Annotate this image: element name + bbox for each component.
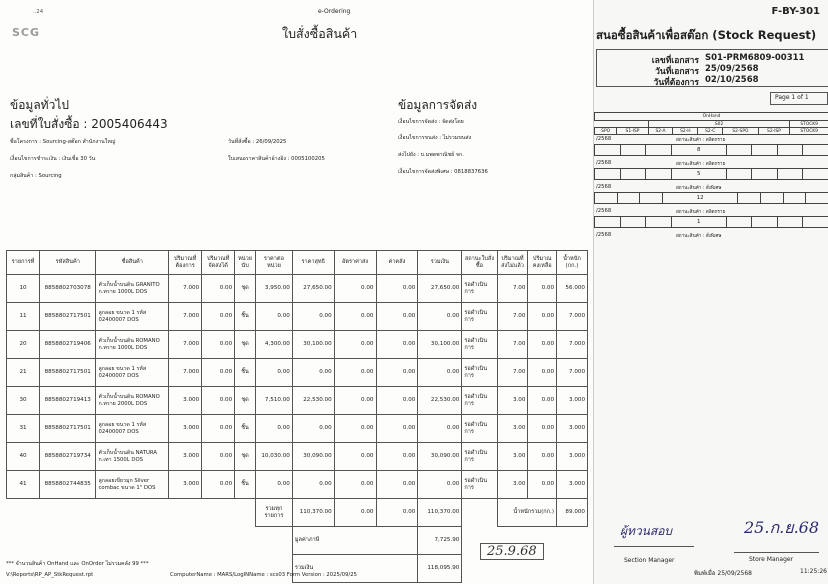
block-cell (761, 193, 784, 204)
cell-unit: ชิ้น (235, 359, 256, 387)
cell-weight: 3.000 (557, 471, 588, 499)
block-status: สถานะสินค้า : สั่งพิเศษ (676, 186, 722, 191)
table-row (7, 331, 588, 359)
cell-status: รอดำเนินการ (462, 331, 497, 359)
form-code: F-BY-301 (771, 6, 820, 17)
cell-remain: 0.00 (528, 471, 557, 499)
cell-shipped: 3.00 (497, 415, 528, 443)
cell-net: 30,100.00 (292, 331, 334, 359)
block-cell (646, 145, 672, 156)
cell-status: รอดำเนินการ (462, 303, 497, 331)
cell-shipped: 7.00 (497, 359, 528, 387)
vat-value: 7,725.90 (418, 527, 462, 555)
cell-status: รอดำเนินการ (462, 415, 497, 443)
col-qty-shipped: ปริมาณที่ส่งไม่แล้ว (497, 251, 528, 275)
cell-status: รอดำเนินการ (462, 359, 497, 387)
block-cell (595, 217, 621, 228)
block-status: สถานะสินค้า : ตลิดกราย (676, 162, 726, 167)
cell-unit-price: 10,030.00 (256, 443, 293, 471)
cell-remain: 0.00 (528, 303, 557, 331)
cell-net: 30,090.00 (292, 443, 334, 471)
cell-line: 21 (7, 359, 40, 387)
onhand-label: OnHand (595, 113, 828, 121)
doc-no-label: เลขที่เอกสาร (651, 56, 699, 66)
section-signature: ผู้ทวนสอบ (620, 524, 673, 538)
block-cell (803, 169, 828, 180)
block-qty: 1 (671, 217, 726, 228)
block-date: /2568 (596, 160, 612, 166)
onhand-columns (595, 128, 828, 135)
delivery-condition: เงื่อนไขการจัดส่ง : จัดส่งโดย (398, 119, 464, 125)
ship-to: ส่งไปยัง : บ.มพดพาณิชย์ จก. (398, 152, 464, 158)
cell-line: 11 (7, 303, 40, 331)
app-title: e-Ordering (318, 8, 351, 15)
cell-status: รอดำเนินการ (462, 387, 497, 415)
cell-remain: 0.00 (528, 331, 557, 359)
cell-line: 10 (7, 275, 40, 303)
block-date: /2568 (596, 136, 612, 142)
cell-shipped: 3.00 (497, 387, 528, 415)
stock-label: STOCK9 (790, 121, 828, 128)
cell-unit: ชุด (235, 275, 256, 303)
col-store-fee: ค่าคลัง (376, 251, 418, 275)
project-name: ชื่อโครงการ : Sourcing-สต๊อก สำนักงานใหญ่ (10, 139, 116, 145)
cell-qty-del: 0.00 (202, 275, 235, 303)
block-grid (594, 168, 828, 180)
cell-name: ลูกลอยเขียวมุก Silver combac ขนาด 1" DOS (96, 471, 169, 499)
cell-qty-del: 0.00 (202, 443, 235, 471)
cell-ship: 0.00 (334, 303, 376, 331)
cell-line: 30 (7, 387, 40, 415)
cell-unit: ชิ้น (235, 471, 256, 499)
cell-shipped: 7.00 (497, 303, 528, 331)
order-items-table (6, 250, 588, 583)
block-cell (752, 145, 778, 156)
col-line-no: รายการที่ (7, 251, 40, 275)
col-qty-delivered: ปริมาณที่จัดส่งได้ (202, 251, 235, 275)
block-cell (803, 217, 828, 228)
store-signature-date: 25.ก.ย.68 (744, 518, 820, 537)
need-date-label: วันที่ต้องการ (653, 78, 699, 88)
cell-store: 0.00 (376, 443, 418, 471)
block-cell (783, 193, 806, 204)
block-cell (777, 217, 803, 228)
cell-net: 0.00 (292, 415, 334, 443)
cell-store: 0.00 (376, 303, 418, 331)
onhand-col: SPO (595, 128, 617, 135)
block-date: /2568 (596, 232, 612, 238)
onhand-col: S2-SPO (723, 128, 759, 135)
block-cell (620, 169, 646, 180)
cell-qty-req: 3.000 (169, 415, 202, 443)
cell-status: รอดำเนินการ (462, 275, 497, 303)
sum-net: 110,370.00 (292, 499, 334, 527)
cell-weight: 3.000 (557, 443, 588, 471)
store-manager-label: Store Manager (749, 556, 794, 563)
payment-terms: เงื่อนไขการชำระเงิน : เงินเชื่อ 30 วัน (10, 156, 96, 162)
onhand-header (594, 112, 828, 135)
cell-weight: 7.000 (557, 359, 588, 387)
cell-total: 0.00 (418, 303, 462, 331)
cell-qty-req: 7.000 (169, 303, 202, 331)
cell-remain: 0.00 (528, 387, 557, 415)
block-cell (646, 217, 672, 228)
block-cell (726, 217, 752, 228)
cell-ship: 0.00 (334, 443, 376, 471)
cell-weight: 56.000 (557, 275, 588, 303)
cell-unit-price: 0.00 (256, 471, 293, 499)
cell-unit-price: 0.00 (256, 303, 293, 331)
col-product-code: รหัสสินค้า (40, 251, 96, 275)
block-date: /2568 (596, 184, 612, 190)
cell-remain: 0.00 (528, 443, 557, 471)
table-header-row (7, 251, 588, 275)
cell-store: 0.00 (376, 387, 418, 415)
cell-total: 0.00 (418, 415, 462, 443)
cell-code: 8858802703078 (40, 275, 96, 303)
cell-code: 8858802717501 (40, 359, 96, 387)
handwritten-date: 25.9.68 (480, 543, 544, 560)
cell-name: ลูกลอย ขนาด 1 รหัส 02400007 DOS (96, 303, 169, 331)
col-status: สถานะใบสั่งซื้อ (462, 251, 497, 275)
doc-no: S01-PRM6809-00311 (705, 53, 805, 63)
cell-unit: ชุด (235, 443, 256, 471)
weight-total: 89.000 (557, 499, 588, 527)
col-qty-required: ปริมาณที่ต้องการ (169, 251, 202, 275)
cell-net: 0.00 (292, 471, 334, 499)
onhand-col: S2-A (648, 128, 672, 135)
print-time: 11:25:26 (800, 568, 827, 575)
cell-shipped: 3.00 (497, 471, 528, 499)
cell-weight: 3.000 (557, 415, 588, 443)
cell-name: ลูกลอย ขนาด 1 รหัส 02400007 DOS (96, 359, 169, 387)
block-cell (752, 217, 778, 228)
sum-shipping: 0.00 (334, 499, 376, 527)
cell-line: 41 (7, 471, 40, 499)
order-date: วันที่สั่งซื้อ : 26/09/2025 (228, 139, 287, 145)
col-unit-price: ราคาต่อหน่วย (256, 251, 293, 275)
block-cell (803, 145, 828, 156)
block-cell (620, 145, 646, 156)
po-number: เลขที่ใบสั่งซื้อ : 2005406443 (10, 117, 168, 131)
col-total: รวมเงิน (418, 251, 462, 275)
cell-ship: 0.00 (334, 471, 376, 499)
block-cell (595, 169, 621, 180)
cell-qty-del: 0.00 (202, 359, 235, 387)
cell-remain: 0.00 (528, 415, 557, 443)
vat-label: มูลค่าภาษี (292, 527, 417, 555)
onhand-col: STOCK9 (790, 128, 828, 135)
cell-qty-del: 0.00 (202, 331, 235, 359)
cell-status: รอดำเนินการ (462, 471, 497, 499)
cell-qty-req: 3.000 (169, 471, 202, 499)
cell-qty-del: 0.00 (202, 303, 235, 331)
cell-qty-req: 7.000 (169, 331, 202, 359)
block-cell (777, 145, 803, 156)
block-grid (594, 144, 828, 156)
table-row (7, 415, 588, 443)
cell-line: 40 (7, 443, 40, 471)
block-cell (777, 169, 803, 180)
col-weight: น้ำหนัก (กก.) (557, 251, 588, 275)
doc-date-label: วันที่เอกสาร (655, 67, 699, 77)
cell-total: 30,100.00 (418, 331, 462, 359)
page-number: ..24 (33, 9, 44, 15)
transport-condition: เงื่อนไขการขนส่ง : ไม่รวมขนส่ง (398, 135, 472, 141)
cell-store: 0.00 (376, 415, 418, 443)
report-path: V:\Reports\RP_AP_StkRequest.rpt (6, 572, 94, 578)
cell-ship: 0.00 (334, 359, 376, 387)
cell-qty-del: 0.00 (202, 471, 235, 499)
cell-unit-price: 0.00 (256, 415, 293, 443)
cell-unit-price: 4,300.00 (256, 331, 293, 359)
cell-net: 0.00 (292, 303, 334, 331)
table-row (7, 359, 588, 387)
grand-total-value: 118,095.90 (418, 555, 462, 583)
general-heading: ข้อมูลทั่วไป (10, 98, 69, 112)
cell-ship: 0.00 (334, 387, 376, 415)
block-cell (726, 169, 752, 180)
cell-code: 8858802717501 (40, 303, 96, 331)
cell-qty-del: 0.00 (202, 415, 235, 443)
weight-label: น้ำหนักรวม(กก.) (497, 499, 556, 527)
block-cell (595, 193, 618, 204)
block-cell (617, 193, 640, 204)
cell-total: 22,530.00 (418, 387, 462, 415)
block-cell (620, 217, 646, 228)
computer-info: ComputerName : MARS/LogINName : scs03 Form Version : 2025/09/25 (170, 572, 357, 578)
table-row (7, 387, 588, 415)
cell-ship: 0.00 (334, 415, 376, 443)
quote-reference: ใบเสนอราคาสินค้าอ้างอิง : 0005100205 (228, 156, 325, 162)
cell-shipped: 3.00 (497, 443, 528, 471)
cell-remain: 0.00 (528, 275, 557, 303)
block-qty: 8 (671, 145, 726, 156)
product-group: กลุ่มสินค้า : Sourcing (10, 173, 62, 179)
block-cell (640, 193, 663, 204)
cell-unit: ชิ้น (235, 415, 256, 443)
page-indicator: Page 1 of 1 (775, 94, 809, 101)
stock-request-sheet (593, 0, 828, 584)
cell-qty-req: 3.000 (169, 387, 202, 415)
block-cell (726, 145, 752, 156)
print-date: พิมพ์เมื่อ 25/09/2568 (694, 570, 752, 577)
block-cell (752, 169, 778, 180)
sum-store: 0.00 (376, 499, 418, 527)
block-status: สถานะสินค้า : ตลิดกราย (676, 210, 726, 215)
cell-name: ตัวเก็บน้ำบนดิน NATURA ก.เทา 1500L DOS (96, 443, 169, 471)
cell-name: ตัวเก็บน้ำบนดิน ROMANO ก.ทราย 1000L DOS (96, 331, 169, 359)
grand-total-label: รวมเงิน (292, 555, 417, 583)
col-qty-remaining: ปริมาณคงเหลือ (528, 251, 557, 275)
delivery-heading: ข้อมูลการจัดส่ง (398, 98, 478, 112)
cell-ship: 0.00 (334, 275, 376, 303)
sum-label: รวมทุกรายการ (256, 499, 293, 527)
table-row (7, 471, 588, 499)
cell-store: 0.00 (376, 471, 418, 499)
onhand-col: S2-ISP (758, 128, 790, 135)
cell-line: 20 (7, 331, 40, 359)
cell-shipped: 7.00 (497, 275, 528, 303)
cell-store: 0.00 (376, 331, 418, 359)
cell-total: 0.00 (418, 359, 462, 387)
cell-weight: 7.000 (557, 331, 588, 359)
s02-label: S02 (648, 121, 790, 128)
block-status: สถานะสินค้า : ตลิดกราย (676, 138, 726, 143)
cell-unit-price: 7,510.00 (256, 387, 293, 415)
block-qty: 5 (671, 169, 726, 180)
block-cell (738, 193, 761, 204)
cell-code: 8858802719406 (40, 331, 96, 359)
cell-code: 8858802719413 (40, 387, 96, 415)
cell-code: 8858802717501 (40, 415, 96, 443)
summary-row (7, 499, 588, 527)
cell-unit: ชุด (235, 331, 256, 359)
document-title: ใบสั่งซื้อสินค้า (282, 26, 358, 41)
cell-total: 30,090.00 (418, 443, 462, 471)
cell-net: 27,650.00 (292, 275, 334, 303)
cell-net: 0.00 (292, 359, 334, 387)
cell-qty-req: 7.000 (169, 275, 202, 303)
col-unit: หน่วยนับ (235, 251, 256, 275)
cell-qty-req: 7.000 (169, 359, 202, 387)
block-cell (595, 145, 621, 156)
cell-qty-req: 3.000 (169, 443, 202, 471)
col-shipping-rate: อัตราค่าส่ง (334, 251, 376, 275)
scg-logo: SCG (12, 26, 41, 39)
onhand-col: S2-H (673, 128, 698, 135)
cell-store: 0.00 (376, 359, 418, 387)
cell-name: ตัวเก็บน้ำบนดิน GRANITO ก.ทราย 1000L DOS (96, 275, 169, 303)
special-delivery: เงื่อนไขการจัดส่งพิเศษ : 0818837636 (398, 169, 488, 175)
table-row (7, 275, 588, 303)
cell-total: 0.00 (418, 471, 462, 499)
table-row (7, 443, 588, 471)
cell-remain: 0.00 (528, 359, 557, 387)
onhand-col: S1-ISP (617, 128, 649, 135)
cell-store: 0.00 (376, 275, 418, 303)
cell-unit-price: 0.00 (256, 359, 293, 387)
block-grid (594, 216, 828, 228)
need-date: 02/10/2568 (705, 75, 759, 85)
table-row (7, 303, 588, 331)
doc-date: 25/09/2568 (705, 64, 759, 74)
block-date: /2568 (596, 208, 612, 214)
sum-total: 110,370.00 (418, 499, 462, 527)
block-cell (806, 193, 828, 204)
cell-total: 27,650.00 (418, 275, 462, 303)
block-cell (646, 169, 672, 180)
request-title: สนอซื้อสินค้าเพื่อสต๊อก (Stock Request) (596, 28, 817, 42)
cell-code: 8858802719734 (40, 443, 96, 471)
cell-status: รอดำเนินการ (462, 443, 497, 471)
cell-unit: ชิ้น (235, 303, 256, 331)
cell-ship: 0.00 (334, 331, 376, 359)
cell-net: 22,530.00 (292, 387, 334, 415)
col-net-price: ราคาสุทธิ (292, 251, 334, 275)
block-qty: 12 (662, 193, 737, 204)
cell-unit-price: 3,950.00 (256, 275, 293, 303)
onhand-col: S2-C (698, 128, 723, 135)
cell-code: 8858802744835 (40, 471, 96, 499)
cell-line: 31 (7, 415, 40, 443)
cell-shipped: 7.00 (497, 331, 528, 359)
cell-qty-del: 0.00 (202, 387, 235, 415)
cell-name: ลูกลอย ขนาด 1 รหัส 02400007 DOS (96, 415, 169, 443)
footer-note: *** จำนวนสินค้า OnHand และ OnOrder ไม่รวมคลัง 99 *** (6, 561, 149, 567)
cell-weight: 3.000 (557, 387, 588, 415)
section-manager-label: Section Manager (624, 557, 675, 564)
cell-name: ตัวเก็บน้ำบนดิน ROMANO ก.ทราย 2000L DOS (96, 387, 169, 415)
cell-weight: 7.000 (557, 303, 588, 331)
block-status: สถานะสินค้า : สั่งพิเศษ (676, 234, 722, 239)
block-grid (594, 192, 828, 204)
cell-unit: ชุด (235, 387, 256, 415)
col-product-name: ชื่อสินค้า (96, 251, 169, 275)
